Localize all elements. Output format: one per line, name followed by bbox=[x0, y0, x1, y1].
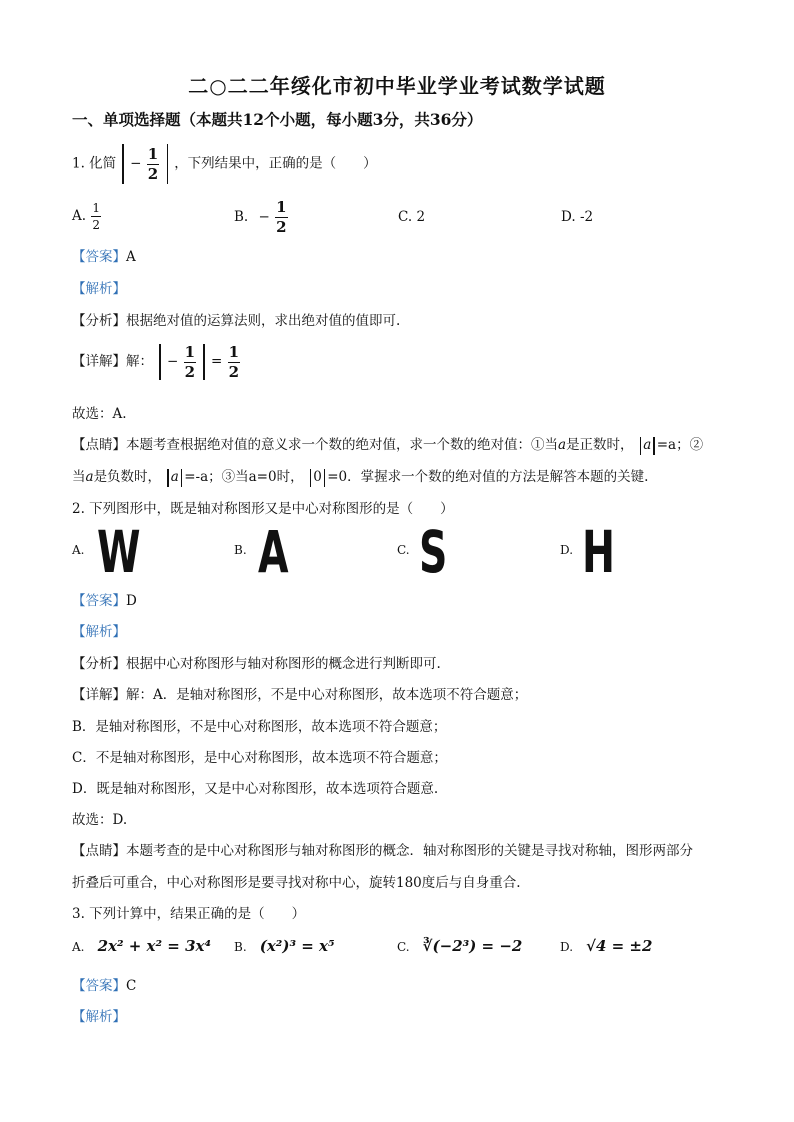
q2-guxuan: 故选：D. bbox=[72, 812, 128, 828]
q2-option-a-label: A. bbox=[72, 543, 85, 557]
q3-option-b bbox=[234, 936, 335, 955]
q2-fenxi: 【分析】根据中心对称图形与轴对称图形的概念进行判断即可. bbox=[72, 656, 441, 672]
option-b-fraction bbox=[275, 200, 287, 235]
abs-bar bbox=[310, 469, 311, 487]
q3-option-d bbox=[560, 936, 652, 955]
equals-sign: = bbox=[211, 353, 223, 370]
answer-tag: 【答案】 bbox=[72, 593, 126, 609]
abs-bar bbox=[653, 437, 654, 455]
frac-den: 2 bbox=[184, 362, 196, 381]
q3-option-a-expr: 2x² + x² = 3x⁴ bbox=[97, 937, 212, 955]
q2-detail-4: D．既是轴对称图形，又是中心对称图形，故本选项符合题意. bbox=[72, 781, 439, 797]
q1-fraction bbox=[147, 144, 159, 183]
frac-num: 1 bbox=[276, 198, 287, 216]
q3-jiexi: 【解析】 bbox=[72, 1009, 126, 1025]
abs-bar bbox=[167, 469, 168, 487]
abs-bar bbox=[181, 469, 182, 487]
q2-detail-2: B．是轴对称图形，不是中心对称图形，故本选项不符合题意； bbox=[72, 719, 447, 735]
var-a: a bbox=[558, 437, 567, 453]
q1-neg-sign: − bbox=[130, 155, 142, 172]
answer-tag: 【答案】 bbox=[72, 249, 126, 265]
question-2-stem: 2. 下列图形中，既是轴对称图形又是中心对称图形的是（ ） bbox=[72, 501, 454, 517]
frac-den: 2 bbox=[228, 362, 240, 381]
xiangjie-label: 【详解】解： bbox=[72, 353, 153, 370]
q1-suffix: ，下列结果中，正确的是（ ） bbox=[174, 155, 377, 172]
q2-option-d-letter: H bbox=[582, 518, 616, 586]
text: 【点睛】本题考查根据绝对值的意义求一个数的绝对值，求一个数的绝对值：①当 bbox=[72, 437, 558, 453]
var-a: a bbox=[643, 437, 652, 453]
option-value: 2 bbox=[416, 209, 426, 225]
q3-option-c bbox=[397, 936, 522, 955]
option-value: -2 bbox=[579, 209, 594, 225]
q1-answer bbox=[72, 245, 136, 265]
answer-value: C bbox=[126, 978, 137, 994]
q1-frac-den: 2 bbox=[147, 164, 159, 183]
text: 是负数时， bbox=[93, 469, 162, 485]
answer-value: D bbox=[126, 593, 137, 609]
q1-dianjing-line2 bbox=[72, 465, 648, 487]
option-label: A. bbox=[72, 940, 85, 954]
q2-option-a-letter: W bbox=[97, 518, 141, 586]
frac-num: 1 bbox=[228, 342, 240, 361]
q3-answer bbox=[72, 974, 136, 994]
text: =a；② bbox=[656, 437, 704, 453]
option-label: C. bbox=[397, 940, 410, 954]
var-a: a bbox=[170, 469, 179, 485]
frac-den: 2 bbox=[276, 218, 287, 236]
answer-tag: 【答案】 bbox=[72, 978, 126, 994]
abs-bar-left bbox=[122, 144, 123, 184]
q2-answer bbox=[72, 589, 137, 609]
option-label: C. bbox=[398, 209, 413, 225]
q2-dianjing-line1: 【点睛】本题考查的是中心对称图形与轴对称图形的概念．轴对称图形的关键是寻找对称轴，图形两部分 bbox=[72, 843, 693, 859]
xiangjie-fraction-left bbox=[184, 342, 196, 381]
q3-option-d-expr: √4 = ±2 bbox=[586, 937, 653, 955]
q1-prefix: 1. 化简 bbox=[72, 155, 117, 172]
q3-option-b-expr: (x²)³ = x⁵ bbox=[259, 937, 335, 955]
answer-value: A bbox=[126, 249, 136, 265]
q1-option-c bbox=[398, 209, 425, 225]
option-a-fraction bbox=[91, 202, 101, 231]
q1-jiexi: 【解析】 bbox=[72, 281, 126, 297]
question-1-stem bbox=[72, 144, 377, 184]
abs-bar-right bbox=[167, 144, 168, 184]
neg-sign: − bbox=[166, 353, 179, 370]
neg-sign: − bbox=[258, 209, 270, 225]
var-a: a bbox=[85, 469, 94, 485]
text: =-a；③当a=0时， bbox=[184, 469, 304, 485]
q2-detail-1: 【详解】解：A．是轴对称图形，不是中心对称图形，故本选项不符合题意； bbox=[72, 687, 528, 703]
frac-num: 1 bbox=[184, 342, 196, 361]
section-heading: 一、单项选择题（本题共12个小题，每小题3分，共36分） bbox=[72, 110, 483, 129]
q1-dianjing-line1 bbox=[72, 433, 703, 455]
frac-den: 2 bbox=[92, 218, 100, 232]
q2-option-b-letter: A bbox=[258, 518, 289, 586]
zero: 0 bbox=[313, 469, 322, 485]
abs-bar bbox=[640, 437, 641, 455]
q1-option-d bbox=[561, 209, 593, 225]
option-label: D. bbox=[561, 209, 576, 225]
option-label: B. bbox=[234, 209, 249, 225]
text: 是正数时， bbox=[566, 437, 634, 453]
q3-option-c-expr: ∛(−2³) = −2 bbox=[422, 937, 523, 955]
q3-option-a bbox=[72, 936, 211, 955]
question-3-stem: 3. 下列计算中，结果正确的是（ ） bbox=[72, 906, 306, 922]
q2-option-d-label: D. bbox=[560, 543, 574, 557]
abs-bar-right bbox=[203, 344, 204, 380]
q1-option-a bbox=[72, 202, 102, 231]
q2-dianjing-line2: 折叠后可重合，中心对称图形是要寻找对称中心，旋转180度后与自身重合. bbox=[72, 875, 521, 891]
option-label: D. bbox=[560, 940, 574, 954]
q1-xiangjie bbox=[72, 344, 241, 380]
q1-frac-num: 1 bbox=[147, 144, 159, 163]
xiangjie-fraction-right bbox=[228, 342, 240, 381]
q2-jiexi: 【解析】 bbox=[72, 624, 126, 640]
q1-fenxi: 【分析】根据绝对值的运算法则，求出绝对值的值即可. bbox=[72, 313, 401, 329]
abs-bar bbox=[324, 469, 325, 487]
q2-detail-3: C．不是轴对称图形，是中心对称图形，故本选项不符合题意； bbox=[72, 750, 447, 766]
option-label: A. bbox=[72, 208, 87, 224]
page-title: 二○二二年绥化市初中毕业学业考试数学试题 bbox=[188, 74, 606, 98]
text: =0．掌握求一个数的绝对值的方法是解答本题的关键. bbox=[327, 469, 649, 485]
option-label: B. bbox=[234, 940, 247, 954]
q2-option-b-label: B. bbox=[234, 543, 247, 557]
abs-bar-left bbox=[159, 344, 160, 380]
q1-option-b bbox=[234, 200, 289, 235]
q2-option-c-letter: S bbox=[419, 518, 448, 586]
q1-guxuan: 故选：A. bbox=[72, 406, 127, 422]
q2-option-c-label: C. bbox=[397, 543, 410, 557]
frac-num: 1 bbox=[92, 201, 100, 215]
text: 当 bbox=[72, 469, 86, 485]
